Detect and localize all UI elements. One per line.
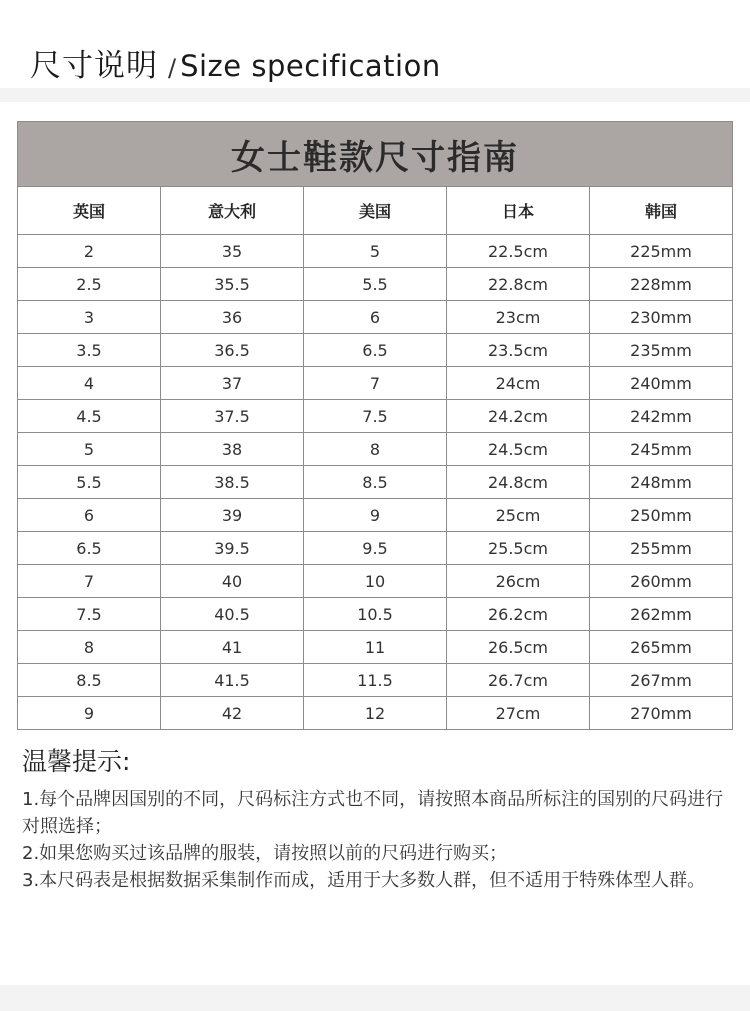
cell-korea: 245mm (590, 433, 733, 466)
cell-uk: 5 (18, 433, 161, 466)
cell-korea: 265mm (590, 631, 733, 664)
table-row (18, 466, 733, 499)
cell-japan: 23cm (447, 301, 590, 334)
cell-korea: 248mm (590, 466, 733, 499)
table-row (18, 499, 733, 532)
cell-japan: 24.5cm (447, 433, 590, 466)
cell-japan: 26.5cm (447, 631, 590, 664)
table-row (18, 532, 733, 565)
cell-korea: 260mm (590, 565, 733, 598)
cell-italy: 36.5 (161, 334, 304, 367)
tips-title: 温馨提示: (22, 747, 131, 776)
cell-italy: 39 (161, 499, 304, 532)
cell-us: 9.5 (304, 532, 447, 565)
cell-japan: 25cm (447, 499, 590, 532)
cell-japan: 25.5cm (447, 532, 590, 565)
cell-italy: 36 (161, 301, 304, 334)
cell-italy: 35 (161, 235, 304, 268)
table-row (18, 631, 733, 664)
table-row (18, 664, 733, 697)
cell-us: 10 (304, 565, 447, 598)
cell-korea: 262mm (590, 598, 733, 631)
cell-uk: 5.5 (18, 466, 161, 499)
cell-italy: 37 (161, 367, 304, 400)
table-title-row (18, 122, 733, 187)
page-header (0, 0, 750, 88)
table-row (18, 565, 733, 598)
cell-japan: 24cm (447, 367, 590, 400)
cell-korea: 230mm (590, 301, 733, 334)
column-header-us: 美国 (304, 187, 447, 235)
cell-korea: 235mm (590, 334, 733, 367)
cell-us: 12 (304, 697, 447, 730)
column-header-korea: 韩国 (590, 187, 733, 235)
table-row (18, 400, 733, 433)
cell-japan: 22.5cm (447, 235, 590, 268)
header-divider-band (0, 88, 750, 102)
table-row (18, 301, 733, 334)
cell-korea: 267mm (590, 664, 733, 697)
cell-italy: 39.5 (161, 532, 304, 565)
tip-item: 1.每个品牌因国别的不同，尺码标注方式也不同，请按照本商品所标注的国别的尺码进行对照选择； (22, 789, 724, 837)
column-header-uk: 英国 (18, 187, 161, 235)
page-title (30, 40, 441, 85)
cell-korea: 242mm (590, 400, 733, 433)
cell-us: 8 (304, 433, 447, 466)
table-body (18, 235, 733, 730)
cell-uk: 4 (18, 367, 161, 400)
table-row (18, 235, 733, 268)
cell-italy: 40.5 (161, 598, 304, 631)
cell-uk: 7 (18, 565, 161, 598)
cell-japan: 24.8cm (447, 466, 590, 499)
cell-italy: 35.5 (161, 268, 304, 301)
tip-item: 2.如果您购买过该品牌的服装，请按照以前的尺码进行购买； (22, 843, 508, 864)
cell-us: 8.5 (304, 466, 447, 499)
page-title-separator: / (168, 54, 177, 82)
cell-korea: 270mm (590, 697, 733, 730)
cell-italy: 42 (161, 697, 304, 730)
cell-korea: 228mm (590, 268, 733, 301)
cell-korea: 225mm (590, 235, 733, 268)
cell-us: 9 (304, 499, 447, 532)
column-header-japan: 日本 (447, 187, 590, 235)
size-chart-table (17, 121, 733, 730)
cell-japan: 26.2cm (447, 598, 590, 631)
cell-italy: 41.5 (161, 664, 304, 697)
cell-italy: 38 (161, 433, 304, 466)
cell-italy: 38.5 (161, 466, 304, 499)
column-header-italy: 意大利 (161, 187, 304, 235)
page-title-cn: 尺寸说明 (30, 48, 158, 84)
tips-list (22, 786, 734, 894)
table-row (18, 367, 733, 400)
cell-us: 11 (304, 631, 447, 664)
cell-uk: 3 (18, 301, 161, 334)
cell-italy: 40 (161, 565, 304, 598)
cell-japan: 24.2cm (447, 400, 590, 433)
table-row (18, 697, 733, 730)
cell-uk: 8 (18, 631, 161, 664)
table-row (18, 334, 733, 367)
cell-japan: 26.7cm (447, 664, 590, 697)
cell-uk: 8.5 (18, 664, 161, 697)
cell-us: 6.5 (304, 334, 447, 367)
cell-korea: 255mm (590, 532, 733, 565)
page-title-en: Size specification (180, 49, 441, 83)
cell-us: 7.5 (304, 400, 447, 433)
cell-uk: 2.5 (18, 268, 161, 301)
footer-band (0, 985, 750, 1011)
table-row (18, 598, 733, 631)
cell-uk: 6 (18, 499, 161, 532)
cell-japan: 22.8cm (447, 268, 590, 301)
cell-korea: 250mm (590, 499, 733, 532)
cell-japan: 27cm (447, 697, 590, 730)
cell-italy: 41 (161, 631, 304, 664)
cell-us: 5 (304, 235, 447, 268)
table-row (18, 268, 733, 301)
cell-uk: 3.5 (18, 334, 161, 367)
cell-uk: 6.5 (18, 532, 161, 565)
cell-japan: 23.5cm (447, 334, 590, 367)
table-row (18, 433, 733, 466)
cell-uk: 7.5 (18, 598, 161, 631)
cell-us: 5.5 (304, 268, 447, 301)
cell-us: 7 (304, 367, 447, 400)
table-header-row (18, 187, 733, 235)
cell-uk: 4.5 (18, 400, 161, 433)
cell-us: 11.5 (304, 664, 447, 697)
cell-japan: 26cm (447, 565, 590, 598)
cell-us: 6 (304, 301, 447, 334)
cell-korea: 240mm (590, 367, 733, 400)
cell-us: 10.5 (304, 598, 447, 631)
cell-uk: 9 (18, 697, 161, 730)
table-title: 女士鞋款尺寸指南 (18, 122, 733, 187)
cell-uk: 2 (18, 235, 161, 268)
cell-italy: 37.5 (161, 400, 304, 433)
tip-item: 3.本尺码表是根据数据采集制作而成，适用于大多数人群，但不适用于特殊体型人群。 (22, 870, 706, 891)
